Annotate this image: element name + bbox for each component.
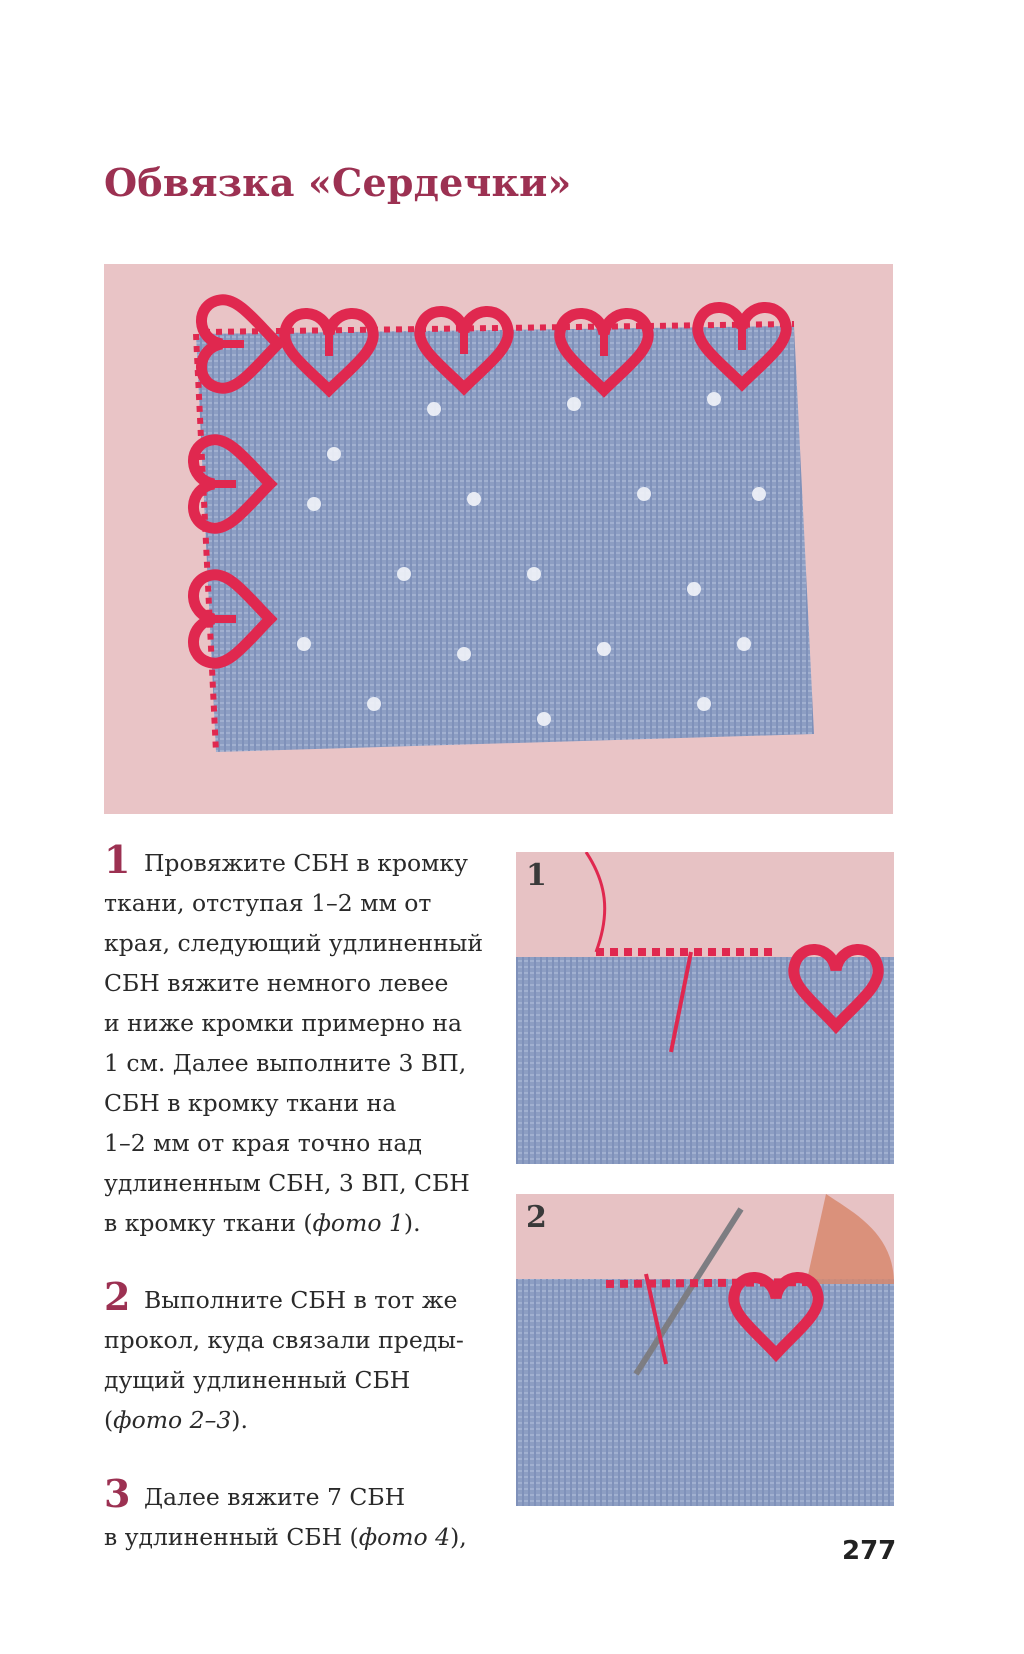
photo-reference: фото 1 — [312, 1209, 404, 1237]
text-fragment: в удлиненный СБН ( — [104, 1523, 359, 1551]
step-text-line: 1 см. Далее выполните 3 ВП, — [104, 1049, 467, 1077]
step-list — [104, 837, 494, 1591]
step-text-line: СБН вяжите немного левее — [104, 969, 449, 997]
step-text-line: СБН в кромку ткани на — [104, 1089, 397, 1117]
step-1 — [104, 837, 494, 1243]
step-text-line: и ниже кромки примерно на — [104, 1009, 462, 1037]
main-photo-heart-edging — [104, 264, 893, 814]
text-fragment: ( — [104, 1406, 114, 1434]
step-text-line: 1–2 мм от края точно над — [104, 1129, 422, 1157]
page-title: Обвязка «Сердечки» — [104, 160, 572, 205]
step-text-line: ткани, отступая 1–2 мм от — [104, 889, 432, 917]
page-number: 277 — [842, 1536, 897, 1566]
photo-reference: фото 2–3 — [113, 1406, 232, 1434]
step-text-line: края, следующий удлиненный — [104, 929, 484, 957]
text-fragment: в кромку ткани ( — [104, 1209, 313, 1237]
photo-2-label: 2 — [526, 1200, 547, 1235]
text-fragment: ). — [231, 1406, 248, 1434]
step-3 — [104, 1471, 494, 1557]
step-number: 1 — [104, 837, 131, 882]
step-text-line: Выполните СБН в тот же — [143, 1286, 458, 1314]
step-text-line: удлиненным СБН, 3 ВП, СБН — [104, 1169, 470, 1197]
step-text-line: Далее вяжите 7 СБН — [143, 1483, 406, 1511]
step-number: 2 — [104, 1274, 131, 1319]
step-number: 3 — [104, 1471, 131, 1516]
photo-1-label: 1 — [526, 858, 547, 893]
step-text-line-last — [104, 1400, 494, 1440]
step-photo-1 — [516, 852, 894, 1164]
photo-reference: фото 4 — [358, 1523, 451, 1551]
step-text-line: Провяжите СБН в кромку — [143, 849, 468, 877]
text-fragment: ), — [450, 1523, 467, 1551]
step-photo-2 — [516, 1194, 894, 1506]
step-text-line: прокол, куда связали преды- — [104, 1326, 464, 1354]
text-fragment: ). — [403, 1209, 421, 1237]
step-2 — [104, 1274, 494, 1440]
step-text-line-last — [104, 1517, 494, 1557]
step-text-line: дущий удлиненный СБН — [104, 1366, 411, 1394]
step-text-line-last — [104, 1203, 494, 1243]
